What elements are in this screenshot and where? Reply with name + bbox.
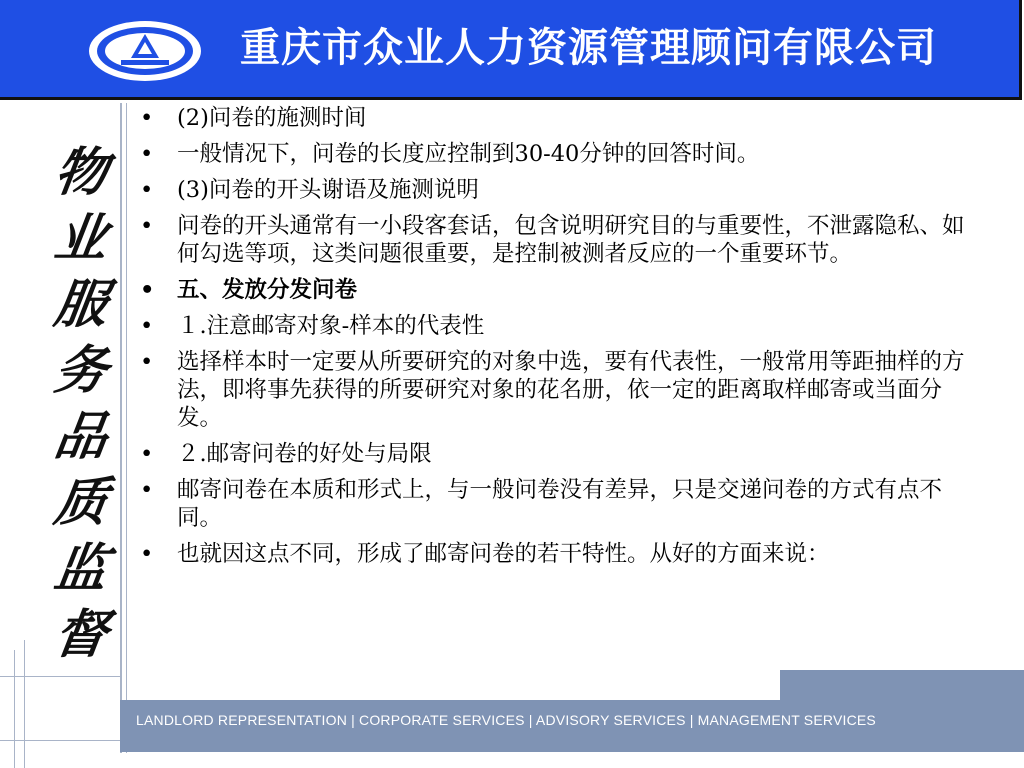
side-title-char: 务 [50, 340, 112, 401]
side-title-char: 监 [50, 538, 112, 599]
bullet-item: • (2)问卷的施测时间 [140, 104, 980, 132]
bullet-item: • 邮寄问卷在本质和形式上，与一般问卷没有差异，只是交递问卷的方式有点不同。 [140, 476, 980, 532]
decorative-line [126, 103, 127, 753]
bullet-list [140, 104, 980, 568]
side-title-char: 服 [50, 274, 112, 335]
bullet-item: • 也就因这点不同，形成了邮寄问卷的若干特性。从好的方面来说： [140, 540, 980, 568]
bullet-item: • 问卷的开头通常有一小段客套话，包含说明研究目的与重要性，不泄露隐私、如何勾选等项，这类问题很重要，是控制被测者反应的一个重要环节。 [140, 212, 980, 268]
footer-services-text: LANDLORD REPRESENTATION | CORPORATE SERVICES | ADVISORY SERVICES | MANAGEMENT SERVICES [136, 712, 876, 728]
side-title-char: 业 [50, 208, 112, 269]
side-title-char: 品 [50, 406, 112, 467]
bullet-item: • 一般情况下，问卷的长度应控制到30-40分钟的回答时间。 [140, 140, 980, 168]
decorative-line [120, 103, 122, 753]
bullet-item: • ２.邮寄问卷的好处与局限 [140, 440, 980, 468]
decorative-line [0, 676, 122, 677]
side-title-char: 物 [50, 142, 112, 203]
bullet-item: • 选择样本时一定要从所要研究的对象中选，要有代表性，一般常用等距抽样的方法，即将事先获得的所要研究对象的花名册，依一定的距离取样邮寄或当面分发。 [140, 348, 980, 432]
decorative-line [24, 640, 25, 768]
decorative-line [0, 740, 122, 741]
side-title-char: 督 [50, 604, 112, 665]
company-title: 重庆市众业人力资源管理顾问有限公司 [240, 25, 937, 71]
company-logo [86, 18, 204, 84]
decorative-line [14, 650, 15, 768]
footer-accent [780, 670, 1024, 702]
bullet-item: • １.注意邮寄对象-样本的代表性 [140, 312, 980, 340]
side-title-char: 质 [50, 472, 112, 533]
bullet-item: • (3)问卷的开头谢语及施测说明 [140, 176, 980, 204]
bullet-item: • 五、发放分发问卷 [140, 276, 980, 304]
side-vertical-title [50, 140, 112, 665]
main-content [140, 104, 980, 664]
header [0, 0, 1024, 102]
